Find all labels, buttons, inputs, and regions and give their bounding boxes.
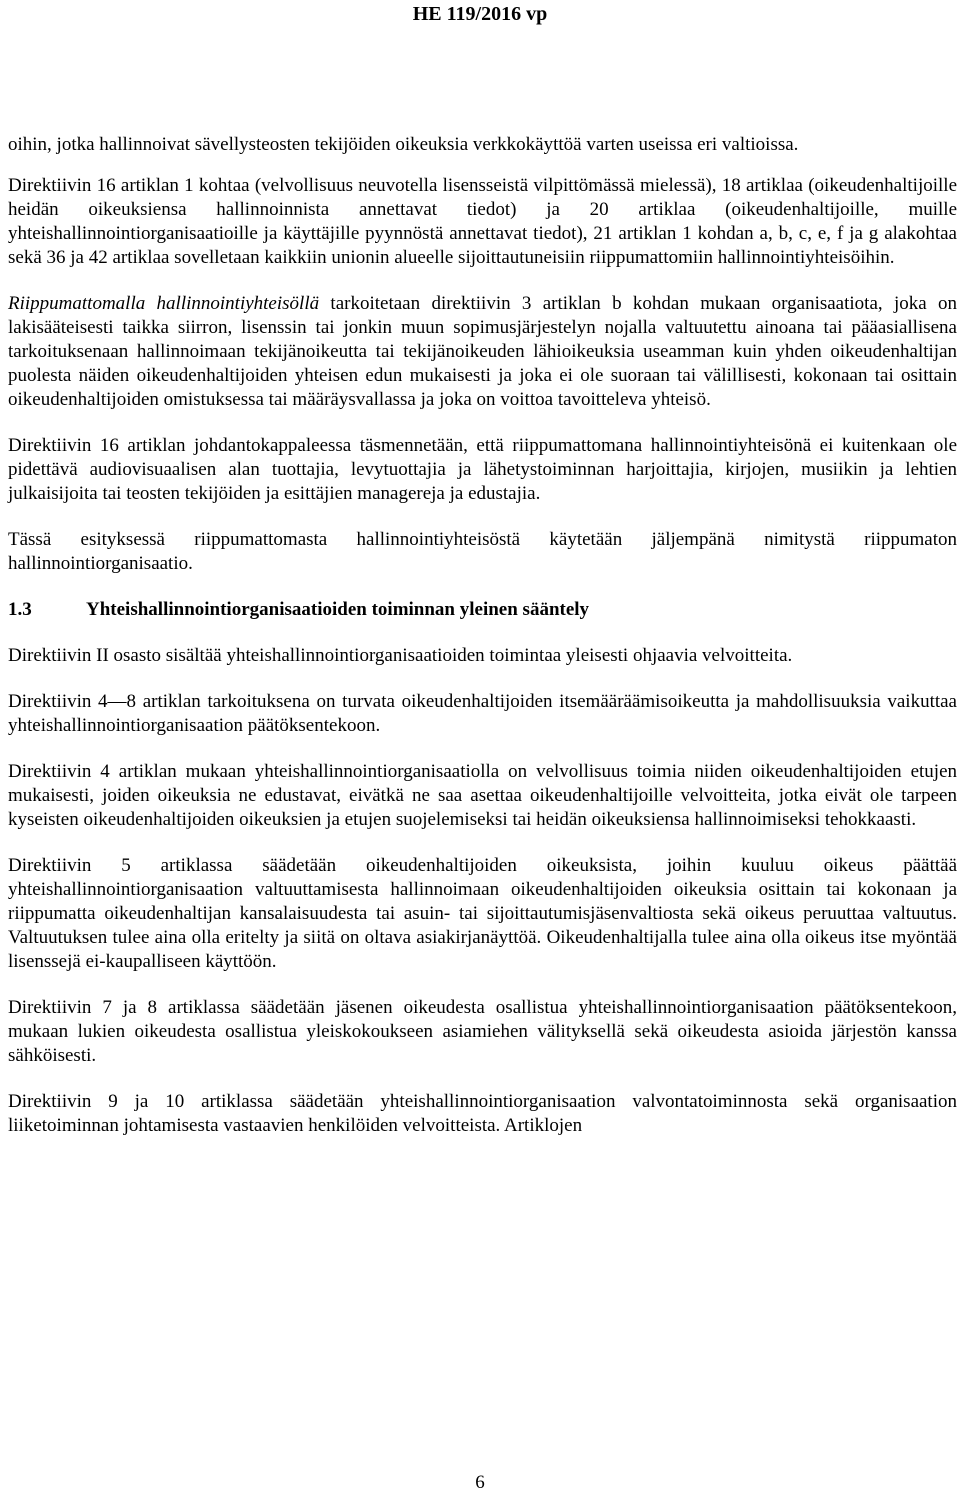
section-title: Yhteishallinnointiorganisaatioiden toiminnan yleinen sääntely	[86, 599, 590, 620]
paragraph-article-4: Direktiivin 4 artiklan mukaan yhteishallinnointiorganisaatiolla on velvollisuus toimia niiden oikeudenhaltijoiden etujen mukaisesti, joiden oikeuksia ne edustavat, eivätkä ne saa asettaa oikeudenhaltijoille velvoitteita, jotka eivät ole tarpeen kyseisten oikeudenhaltijoiden oikeuksien ja etujen suojelemiseksi tai heidän oikeuksiensa hallinnoimiseksi tehokkaasti.	[8, 761, 957, 830]
defined-term: Riippumattomalla hallinnointiyhteisöllä	[8, 293, 320, 314]
paragraph-article-5: Direktiivin 5 artiklassa säädetään oikeudenhaltijoiden oikeuksista, joihin kuuluu oikeus päättää yhteishallinnointiorganisaation valtuuttamisesta hallinnoimaan oikeudenhaltijoiden oikeuksia osittain tai kokonaan ja riippumatta oikeudenhaltijan kansalaisuudesta tai asuin- tai sijoittautumisjäsenvaltiosta sekä oikeus peruuttaa valtuutus. Valtuutuksen tulee aina olla eritelty ja siitä on oltava asiakirjanäyttöä. Oikeudenhaltijalla tulee aina olla oikeus itse myöntää lisenssejä ei-kaupalliseen käyttöön.	[8, 855, 957, 972]
paragraph-articles-9-10: Direktiivin 9 ja 10 artiklassa säädetään yhteishallinnointiorganisaation valvontatoiminnosta sekä organisaation liiketoiminnan johtamisesta vastaavien henkilöiden velvoitteista. Artiklojen	[8, 1091, 957, 1136]
paragraph-definition	[8, 292, 957, 412]
paragraph-title-ii: Direktiivin II osasto sisältää yhteishallinnointiorganisaatioiden toimintaa yleisesti ohjaavia velvoitteita.	[8, 645, 793, 666]
page-number: 6	[475, 1472, 485, 1493]
paragraph-terminology: Tässä esityksessä riippumattomasta hallinnointiyhteisöstä käytetään jäljempänä nimitystä riippumaton hallinnointiorganisaatio.	[8, 529, 957, 574]
paragraph-continued: oihin, jotka hallinnoivat sävellysteosten tekijöiden oikeuksia verkkokäyttöä varten useissa eri valtioissa.	[8, 134, 799, 155]
document-body	[8, 133, 957, 1160]
section-heading	[8, 598, 957, 622]
definition-text: tarkoitetaan direktiivin 3 artiklan b kohdan mukaan organisaatiota, joka on lakisääteisesti taikka siirron, lisenssin tai jonkin muun sopimusjärjestelyn nojalla valtuutettu ainoana tai pääasiallisena tarkoituksenaan hallinnoimaan tekijänoikeutta tai tekijänoikeuden lähioikeuksia useamman kuin yhden oikeudenhaltijan puolesta näiden oikeudenhaltijoiden yhteisen edun mukaisesti ja joka ei ole suoraan tai välillisesti, kokonaan tai osittain oikeudenhaltijoiden omistuksessa tai määräysvallassa ja joka on voittoa tavoitteleva yhteisö.	[8, 293, 958, 410]
paragraph-directive-16-scope: Direktiivin 16 artiklan 1 kohtaa (velvollisuus neuvotella lisensseistä vilpittömässä mielessä), 18 artiklaa (oikeudenhaltijoille heidän oikeuksiensa hallinnoinnista annettavat tiedot) ja 20 artiklaa (oikeudenhaltijoille, muille yhteishallinnointiorganisaatioille ja käyttäjille pyynnöstä annettavat tiedot), 21 artiklan 1 kohdan a, b, c, e, f ja g alakohtaa sekä 36 ja 42 artiklaa sovelletaan kaikkiin unionin alueelle sijoittautuneisiin riippumattomiin hallinnointiyhteisöihin.	[8, 175, 957, 268]
document-header: HE 119/2016 vp	[412, 3, 548, 25]
paragraph-articles-7-8: Direktiivin 7 ja 8 artiklassa säädetään jäsenen oikeudesta osallistua yhteishallinnointiorganisaation päätöksentekoon, mukaan lukien oikeudesta osallistua yleiskokoukseen asiamiehen välityksellä sekä oikeudesta asioida järjestön kanssa sähköisesti.	[8, 997, 957, 1066]
paragraph-recital-clarification: Direktiivin 16 artiklan johdantokappaleessa täsmennetään, että riippumattomana hallinnointiyhteisönä ei kuitenkaan ole pidettävä audiovisuaalisen alan tuottajia, levytuottajia ja lähetystoiminnan harjoittajia, kirjojen, musiikin ja lehtien julkaisijoita tai teosten tekijöiden ja esittäjien managereja ja edustajia.	[8, 435, 957, 504]
paragraph-articles-4-8: Direktiivin 4—8 artiklan tarkoituksena on turvata oikeudenhaltijoiden itsemääräämisoikeutta ja mahdollisuuksia vaikuttaa yhteishallinnointiorganisaation päätöksentekoon.	[8, 691, 957, 736]
section-number: 1.3	[8, 599, 32, 620]
